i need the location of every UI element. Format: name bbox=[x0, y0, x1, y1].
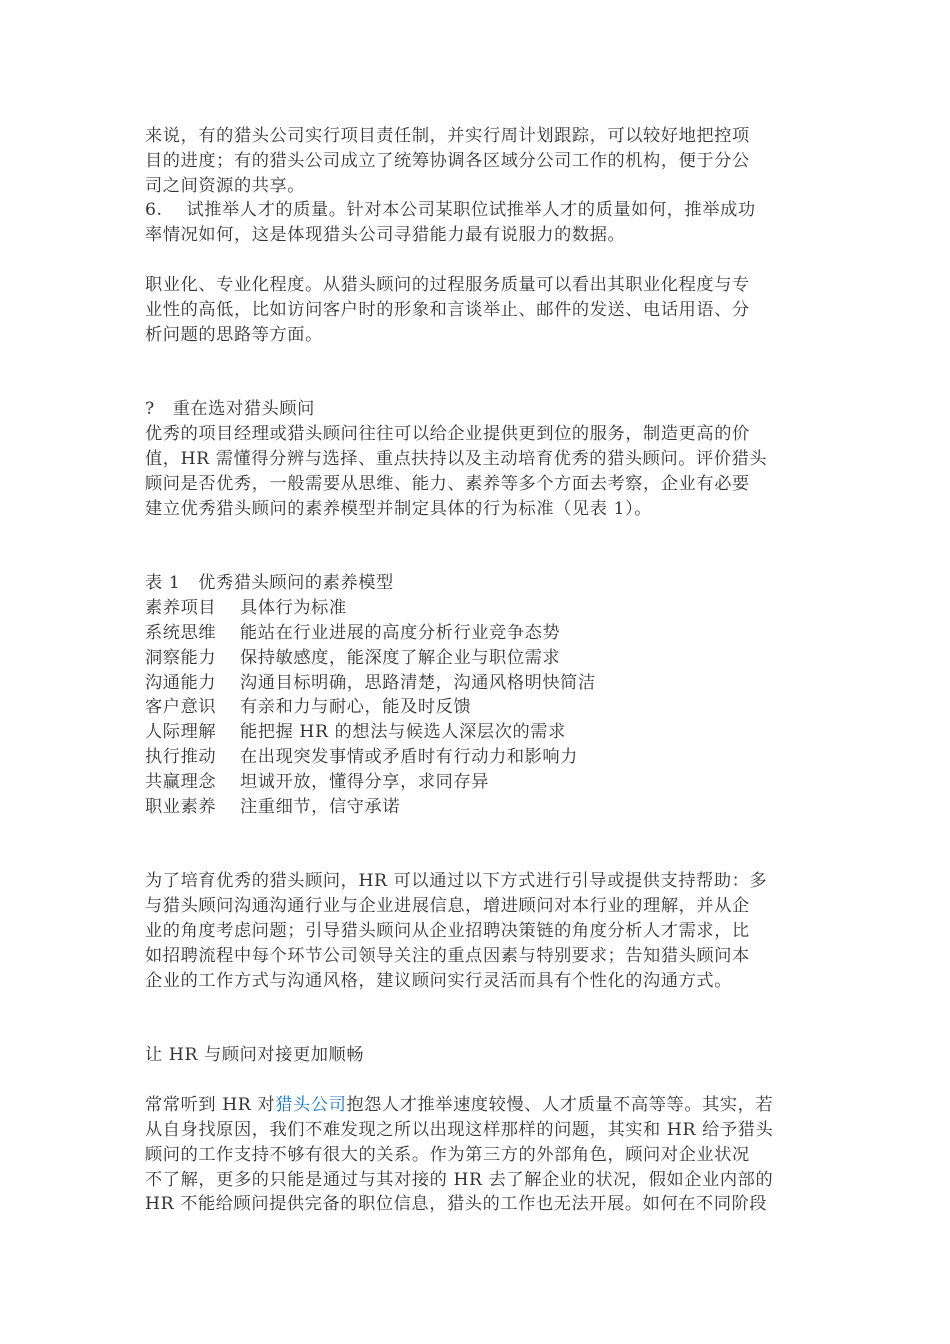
table-cell-value: 沟通目标明确，思路清楚，沟通风格明快简洁 bbox=[240, 672, 596, 693]
paragraph-1 bbox=[145, 124, 810, 198]
table-cell-key: 系统思维 bbox=[145, 622, 217, 643]
table-row bbox=[145, 695, 810, 720]
text-line: 企业的工作方式与沟通风格，建议顾问实行灵活而具有个性化的沟通方式。 bbox=[145, 970, 732, 991]
text-run: 抱怨人才推举速度较慢、人才质量不高等等。其实，若 bbox=[346, 1095, 774, 1116]
text-line: 如招聘流程中每个环节公司领导关注的重点因素与特别要求；告知猎头顾问本 bbox=[145, 945, 750, 966]
table-row bbox=[145, 646, 810, 671]
table-cell-key: 共赢理念 bbox=[145, 771, 217, 792]
table-cell-key: 沟通能力 bbox=[145, 672, 217, 693]
paragraph-4 bbox=[145, 422, 810, 521]
table-cell-key: 职业素养 bbox=[145, 796, 217, 817]
table-cell-value: 注重细节，信守承诺 bbox=[240, 796, 401, 817]
paragraph-5 bbox=[145, 869, 810, 993]
table-cell-value: 坦诚开放，懂得分享，求同存异 bbox=[240, 771, 490, 792]
text-line: 建立优秀猎头顾问的素养模型并制定具体的行为标准（见表 1）。 bbox=[145, 498, 653, 519]
paragraph-6 bbox=[145, 1093, 810, 1217]
competency-table bbox=[145, 571, 810, 819]
table-row bbox=[145, 720, 810, 745]
text-line: 值，HR 需懂得分辨与选择、重点扶持以及主动培育优秀的猎头顾问。评价猎头 bbox=[145, 448, 768, 469]
text-line: 顾问的工作支持不够有很大的关系。作为第三方的外部角色，顾问对企业状况 bbox=[145, 1144, 750, 1165]
document-page bbox=[145, 124, 810, 1217]
text-line: 顾问是否优秀，一般需要从思维、能力、素养等多个方面去考察，企业有必要 bbox=[145, 473, 750, 494]
text-line: 优秀的项目经理或猎头顾问往往可以给企业提供更到位的服务，制造更高的价 bbox=[145, 424, 750, 445]
table-cell-value: 能站在行业进展的高度分析行业竞争态势 bbox=[240, 622, 561, 643]
text-line: 职业化、专业化程度。从猎头顾问的过程服务质量可以看出其职业化程度与专 bbox=[145, 274, 750, 295]
text-line bbox=[145, 1093, 810, 1118]
table-row bbox=[145, 621, 810, 646]
table-cell-key: 执行推动 bbox=[145, 746, 217, 767]
text-line: 业性的高低，比如访问客户时的形象和言谈举止、邮件的发送、电话用语、分 bbox=[145, 299, 750, 320]
table-cell-key: 客户意识 bbox=[145, 697, 217, 718]
table-cell-value: 有亲和力与耐心，能及时反馈 bbox=[240, 697, 472, 718]
text-line: 目的进度；有的猎头公司成立了统筹协调各区域分公司工作的机构，便于分公 bbox=[145, 150, 750, 171]
table-cell-value: 能把握 HR 的想法与候选人深层次的需求 bbox=[240, 722, 566, 743]
table-header-key: 素养项目 bbox=[145, 598, 217, 619]
text-line: HR 不能给顾问提供完备的职位信息，猎头的工作也无法开展。如何在不同阶段 bbox=[145, 1194, 768, 1215]
table-row bbox=[145, 671, 810, 696]
text-line: 率情况如何，这是体现猎头公司寻猎能力最有说服力的数据。 bbox=[145, 225, 626, 246]
table-cell-value: 保持敏感度，能深度了解企业与职位需求 bbox=[240, 647, 561, 668]
table-row bbox=[145, 795, 810, 820]
section-heading bbox=[145, 397, 810, 422]
text-run: 常常听到 HR 对 bbox=[145, 1095, 276, 1116]
heading-text: ? 重在选对猎头顾问 bbox=[145, 399, 315, 420]
table-cell-key: 洞察能力 bbox=[145, 647, 217, 668]
text-line: 司之间资源的共享。 bbox=[145, 175, 306, 196]
table-cell-key: 人际理解 bbox=[145, 722, 217, 743]
table-header-value: 具体行为标准 bbox=[240, 598, 347, 619]
text-line: 6. 试推举人才的质量。针对本公司某职位试推举人才的质量如何，推举成功 bbox=[145, 200, 756, 221]
table-row bbox=[145, 770, 810, 795]
table-caption: 表 1 优秀猎头顾问的素养模型 bbox=[145, 573, 394, 594]
text-line: 与猎头顾问沟通沟通行业与企业进展信息，增进顾问对本行业的理解，并从企 bbox=[145, 896, 750, 917]
table-cell-value: 在出现突发事情或矛盾时有行动力和影响力 bbox=[240, 746, 578, 767]
section-heading bbox=[145, 1043, 810, 1068]
text-line: 不了解，更多的只能是通过与其对接的 HR 去了解企业的状况，假如企业内部的 bbox=[145, 1169, 774, 1190]
text-line: 来说，有的猎头公司实行项目责任制，并实行周计划跟踪，可以较好地把控项 bbox=[145, 126, 750, 146]
text-line: 为了培育优秀的猎头顾问，HR 可以通过以下方式进行引导或提供支持帮助：多 bbox=[145, 871, 768, 892]
text-line: 析问题的思路等方面。 bbox=[145, 324, 323, 345]
text-line: 业的角度考虑问题；引导猎头顾问从企业招聘决策链的角度分析人才需求，比 bbox=[145, 920, 750, 941]
heading-text: 让 HR 与顾问对接更加顺畅 bbox=[145, 1045, 365, 1066]
table-header bbox=[145, 596, 810, 621]
table-row bbox=[145, 745, 810, 770]
text-line: 从自身找原因，我们不难发现之所以出现这样那样的问题，其实和 HR 给予猎头 bbox=[145, 1119, 774, 1140]
paragraph-3 bbox=[145, 273, 810, 347]
hunter-company-link[interactable]: 猎头公司 bbox=[275, 1095, 347, 1116]
paragraph-2 bbox=[145, 198, 810, 248]
